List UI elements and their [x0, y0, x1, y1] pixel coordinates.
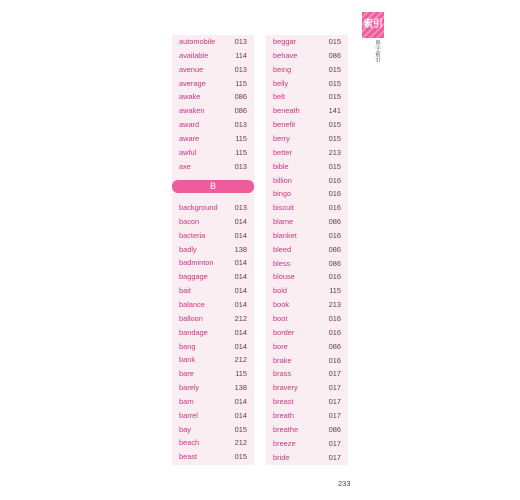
index-entry [266, 270, 348, 284]
index-entry [266, 77, 348, 91]
index-entry [266, 423, 348, 437]
index-entry-word: belt [273, 92, 285, 102]
index-entry [172, 160, 254, 174]
index-entry-page: 086 [328, 258, 341, 268]
index-entry-page: 086 [328, 424, 341, 434]
index-entry [172, 270, 254, 284]
index-entry-page: 086 [234, 106, 247, 116]
index-entry-page: 015 [234, 424, 247, 434]
index-entry [172, 284, 254, 298]
index-entry-word: average [179, 78, 206, 88]
index-entry-word: background [179, 203, 218, 212]
index-entry [172, 340, 254, 354]
index-entry-word: bay [179, 424, 191, 434]
index-entry-page: 212 [234, 438, 247, 448]
index-entry [172, 450, 254, 464]
index-entry [266, 437, 348, 451]
index-entry-word: bless [273, 258, 291, 268]
index-entry [172, 353, 254, 367]
index-entry-page: 015 [328, 92, 341, 102]
index-entry-page: 014 [234, 299, 247, 309]
index-entry [172, 118, 254, 132]
index-entry [172, 104, 254, 118]
index-entry-word: bait [179, 286, 191, 296]
index-entry-word: brass [273, 369, 292, 379]
index-entry [266, 174, 348, 188]
index-entry-word: bacon [179, 216, 200, 226]
index-entry-page: 014 [234, 230, 247, 240]
index-entry-word: book [273, 300, 290, 310]
index-entry-page: 017 [328, 452, 341, 462]
index-entry-page: 014 [234, 396, 247, 406]
index-entry-word: barrel [179, 410, 198, 420]
index-entry-page: 115 [235, 133, 247, 143]
index-entry [266, 146, 348, 160]
index-entry [172, 436, 254, 450]
index-entry [172, 256, 254, 270]
index-entry-word: barely [179, 383, 200, 393]
index-entry [266, 312, 348, 326]
index-entry-page: 014 [234, 272, 247, 282]
index-entry-word: bible [273, 161, 289, 171]
index-entry-word: bingo [273, 189, 292, 199]
index-entry-page: 115 [329, 286, 341, 296]
index-entry-word: breath [273, 410, 294, 420]
index-entry [266, 298, 348, 312]
index-entry-word: bold [273, 286, 287, 296]
index-entry-page: 015 [328, 37, 341, 46]
index-entry [172, 381, 254, 395]
index-entry-page: 016 [328, 230, 341, 240]
index-entry-word: blouse [273, 272, 295, 282]
index-entry-page: 014 [234, 216, 247, 226]
index-tab-sublabel: 單字索引 [374, 40, 380, 62]
index-entry [266, 118, 348, 132]
index-entry-word: beast [179, 452, 198, 462]
index-entry [266, 90, 348, 104]
index-entry-word: balance [179, 299, 205, 309]
index-entry-page: 086 [328, 244, 341, 254]
index-entry-page: 015 [328, 78, 341, 88]
index-entry-page: 115 [235, 369, 247, 379]
index-entry-page: 016 [328, 314, 341, 323]
index-entry-word: aware [179, 133, 200, 143]
index-entry [172, 201, 254, 215]
index-entry-word: breeze [273, 438, 296, 448]
index-entry [266, 63, 348, 77]
index-entry [172, 90, 254, 104]
index-entry-page: 016 [328, 175, 341, 185]
index-entry [172, 215, 254, 229]
index-entry [266, 367, 348, 381]
index-entry-word: balloon [179, 313, 203, 323]
index-entry-word: blame [273, 217, 294, 227]
index-entry-word: baggage [179, 272, 208, 282]
index-entry-page: 212 [234, 313, 247, 323]
index-entry-page: 017 [328, 438, 341, 448]
index-entry [266, 160, 348, 174]
index-entry-page: 115 [235, 147, 247, 157]
index-entry [266, 132, 348, 146]
index-entry [172, 229, 254, 243]
index-entry-word: awful [179, 147, 197, 157]
index-entry-page: 086 [328, 217, 341, 227]
index-entry [266, 354, 348, 368]
index-entry-word: benefit [273, 120, 296, 130]
index-entry-word: bore [273, 341, 288, 351]
index-entry [172, 243, 254, 257]
index-entry-page: 115 [235, 78, 247, 88]
index-tab [362, 12, 384, 38]
index-entry [266, 451, 348, 465]
index-entry [266, 215, 348, 229]
index-entry-word: beneath [273, 106, 300, 116]
index-entry-page: 014 [234, 286, 247, 296]
index-entry-page: 015 [328, 120, 341, 130]
index-entry [266, 49, 348, 63]
index-entry-word: bank [179, 355, 196, 365]
index-entry-page: 138 [234, 244, 247, 254]
index-column-right [266, 35, 348, 465]
index-entry-word: border [273, 327, 295, 337]
index-entry-page: 015 [328, 161, 341, 171]
index-entry-word: automobile [179, 37, 216, 46]
index-entry-word: blanket [273, 230, 297, 240]
index-entry-word: berry [273, 133, 290, 143]
index-entry [266, 340, 348, 354]
index-entry-word: better [273, 147, 292, 157]
index-entry [172, 35, 254, 49]
index-entry-page: 014 [234, 410, 247, 420]
index-entry-page: 138 [234, 383, 247, 393]
index-entry-page: 015 [328, 133, 341, 143]
index-entry-word: being [273, 64, 292, 74]
index-entry-word: bang [179, 341, 196, 351]
index-entry [172, 77, 254, 91]
index-entry [266, 409, 348, 423]
index-entry-word: brake [273, 355, 292, 365]
index-entry [266, 104, 348, 118]
index-entry-word: breathe [273, 424, 299, 434]
index-entry-page: 013 [234, 37, 247, 46]
index-entry-word: boot [273, 314, 288, 323]
index-entry-word: beggar [273, 37, 297, 46]
index-entry-page: 086 [234, 92, 247, 102]
index-entry-page: 016 [328, 203, 341, 213]
index-entry [172, 146, 254, 160]
index-entry-page: 017 [328, 383, 341, 393]
index-entry-page: 114 [235, 50, 247, 60]
index-entry-word: breast [273, 397, 294, 407]
index-entry-page: 013 [234, 203, 247, 212]
index-entry [266, 243, 348, 257]
index-entry-word: badminton [179, 258, 214, 268]
index-entry [266, 257, 348, 271]
index-entry-page: 015 [328, 64, 341, 74]
index-entry-word: billion [273, 175, 292, 185]
index-entry-word: bride [273, 452, 290, 462]
index-entry [266, 35, 348, 49]
index-entry-word: axe [179, 161, 191, 171]
index-entry-word: available [179, 50, 209, 60]
index-entry-word: avenue [179, 64, 204, 74]
index-entry [172, 409, 254, 423]
index-entry [172, 367, 254, 381]
index-entry-page: 017 [328, 410, 341, 420]
index-entry-page: 141 [328, 106, 341, 116]
index-entry-page: 016 [328, 327, 341, 337]
index-entry [266, 395, 348, 409]
index-entry-page: 086 [328, 341, 341, 351]
index-entry [172, 312, 254, 326]
index-entry-page: 017 [328, 369, 341, 379]
index-entry [266, 284, 348, 298]
index-entry-word: bare [179, 369, 194, 379]
index-entry [172, 49, 254, 63]
index-entry-page: 014 [234, 341, 247, 351]
index-entry-page: 016 [328, 189, 341, 199]
index-entry-word: award [179, 120, 200, 130]
index-entry-page: 017 [328, 397, 341, 407]
index-entry-page: 013 [234, 120, 247, 130]
index-entry-word: bleed [273, 244, 292, 254]
index-entry-page: 213 [328, 147, 341, 157]
index-entry-word: biscuit [273, 203, 294, 213]
index-entry [172, 395, 254, 409]
index-entry [172, 298, 254, 312]
index-entry-page: 014 [234, 258, 247, 268]
index-entry-page: 086 [328, 50, 341, 60]
index-entry [266, 201, 348, 215]
index-entry-word: behave [273, 50, 298, 60]
index-entry-word: bacteria [179, 230, 206, 240]
index-entry [266, 187, 348, 201]
index-tab-label: 索引 [363, 19, 383, 30]
index-entry-word: barn [179, 396, 194, 406]
index-entry-word: belly [273, 78, 289, 88]
section-banner-b: B [172, 180, 254, 193]
index-entry-word: badly [179, 244, 197, 254]
index-column-left [172, 35, 254, 465]
index-entry-word: bravery [273, 383, 298, 393]
index-entry-page: 212 [234, 355, 247, 365]
index-entry-page: 014 [234, 327, 247, 337]
index-entry [172, 132, 254, 146]
page-number: 233 [338, 479, 351, 488]
index-entry-page: 016 [328, 355, 341, 365]
index-entry-page: 213 [328, 300, 341, 310]
index-entry [266, 326, 348, 340]
index-entry-page: 016 [328, 272, 341, 282]
index-entry-page: 013 [234, 161, 247, 171]
index-entry-page: 015 [234, 452, 247, 462]
index-entry [266, 381, 348, 395]
index-entry-page: 013 [234, 64, 247, 74]
index-entry [172, 326, 254, 340]
index-entry-word: bandage [179, 327, 208, 337]
index-entry-word: awaken [179, 106, 205, 116]
index-entry [172, 423, 254, 437]
index-entry-word: awake [179, 92, 201, 102]
index-entry [266, 229, 348, 243]
index-entry-word: beach [179, 438, 200, 448]
index-entry [172, 63, 254, 77]
